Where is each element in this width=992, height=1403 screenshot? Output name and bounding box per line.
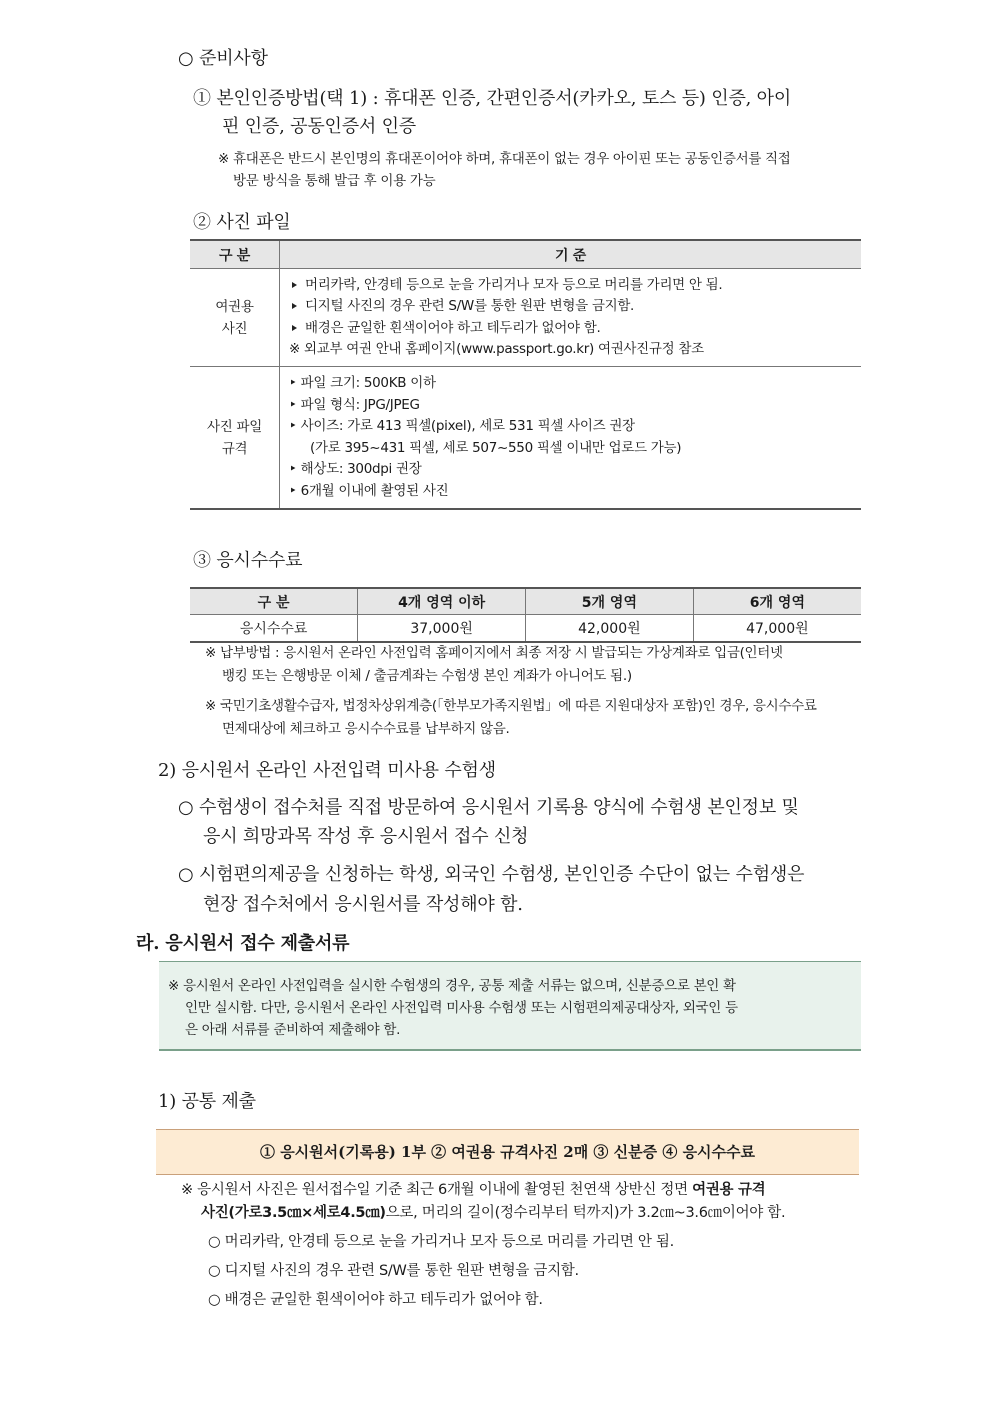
table-cell-criteria [280,367,862,510]
triangle-bullet-icon [292,303,297,309]
criteria-line: (가로 395~431 픽셀, 세로 507~550 픽셀 이내만 업로드 가능) [310,439,682,456]
triangle-bullet-icon [292,282,297,288]
photo-file-title: ② 사진 파일 [193,212,291,233]
photo-rule-emphasis: 사진(가로3.5㎝×세로4.5㎝) [201,1205,386,1221]
criteria-line: 디지털 사진의 경우 관련 S/W를 통한 원판 변형을 금지함. [305,298,635,314]
table-cell-category [190,269,280,367]
section-ra-title: 라. 응시원서 접수 제출서류 [136,933,350,954]
table-header-category: 구 분 [190,240,280,269]
category-label: 사진 파일 [207,418,262,435]
photo-rule-text: ※ 응시원서 사진은 원서접수일 기준 최근 6개월 이내에 촬영된 천연색 상반신 정면 [181,1182,693,1198]
criteria-line: ‣ 파일 크기: 500KB 이하 [289,375,436,391]
fee-header: 4개 영역 이하 [358,588,526,615]
fee-note2-line1: ※ 국민기초생활수급자, 법정차상위계층(「한부모가족지원법」에 따른 지원대상자 포함)인 경우, 응시수수료 [205,698,817,714]
criteria-line: ‣ 6개월 이내에 촬영된 사진 [289,482,449,499]
fee-note1-line1: ※ 납부방법 : 응시원서 온라인 사전입력 홈페이지에서 최종 저장 시 발급되는 가상계좌로 입금(인터넷 [205,645,783,661]
notice-line1: ※ 응시원서 온라인 사전입력을 실시한 수험생의 경우, 공통 제출 서류는 없으며, 신분증으로 본인 확 [168,978,736,994]
section2-bullet1-line1: ○ 수험생이 접수처를 직접 방문하여 응시원서 기록용 양식에 수험생 본인정보 및 [178,797,799,818]
fee-note2-line2: 면제대상에 체크하고 응시수수료를 납부하지 않음. [222,721,510,737]
photo-rule-line2 [201,1201,785,1222]
table-header-criteria: 기 준 [280,240,862,269]
notice-line2: 인만 실시함. 다만, 응시원서 온라인 사전입력 미사용 수험생 또는 시험편의제공대상자, 외국인 등 [185,1000,738,1016]
fee-note1-line2: 뱅킹 또는 은행방문 이체 / 출금계좌는 수험생 본인 계좌가 아니어도 됨.) [222,668,632,684]
criteria-line: ‣ 파일 형식: JPG/JPEG [289,396,420,413]
fee-header: 구 분 [190,588,358,615]
criteria-note: ※ 외교부 여권 안내 홈페이지(www.passport.go.kr) 여권사진규정 참조 [289,341,704,357]
common-submission-title: 1) 공통 제출 [158,1091,256,1112]
exam-fee-title: ③ 응시수수료 [193,550,303,571]
photo-sub-bullet: ○ 배경은 균일한 흰색이어야 하고 테두리가 없어야 함. [208,1292,543,1308]
auth-note-line1: ※ 휴대폰은 반드시 본인명의 휴대폰이어야 하며, 휴대폰이 없는 경우 아이핀 또는 공동인증서를 직접 [218,151,791,167]
criteria-line: ‣ 사이즈: 가로 413 픽셀(pixel), 세로 531 픽셀 사이즈 권장 [289,418,635,434]
auth-method-line2: 핀 인증, 공동인증서 인증 [222,116,416,137]
notice-line3: 은 아래 서류를 준비하여 제출해야 함. [185,1022,401,1038]
section2-bullet2-line2: 현장 접수처에서 응시원서를 작성해야 함. [203,894,523,915]
photo-sub-bullet: ○ 디지털 사진의 경우 관련 S/W를 통한 원판 변형을 금지함. [208,1263,579,1279]
criteria-line: 배경은 균일한 흰색이어야 하고 테두리가 없어야 함. [305,319,601,336]
section2-bullet2-line1: ○ 시험편의제공을 신청하는 학생, 외국인 수험생, 본인인증 수단이 없는 수험생은 [178,864,805,885]
fee-header: 6개 영역 [693,588,861,615]
section2-bullet1-line2: 응시 희망과목 작성 후 응시원서 접수 신청 [203,826,529,847]
photo-spec-table [190,239,861,510]
fee-cell: 47,000원 [693,615,861,643]
required-documents-text: ① 응시원서(기록용) 1부 ② 여권용 규격사진 2매 ③ 신분증 ④ 응시수수료 [259,1143,756,1161]
photo-rule-emphasis: 여권용 규격 [692,1182,766,1198]
table-row [190,269,861,367]
auth-method-line1: ① 본인인증방법(택 1) : 휴대폰 인증, 간편인증서(카카오, 토스 등) 인증, 아이 [193,88,792,109]
photo-rule-text: 으로, 머리의 길이(정수리부터 턱까지)가 3.2㎝~3.6㎝이어야 함. [385,1205,786,1221]
table-row [190,367,861,510]
fee-cell: 응시수수료 [190,615,358,643]
criteria-line: ‣ 해상도: 300dpi 권장 [289,461,422,477]
fee-cell: 42,000원 [526,615,694,643]
table-row [190,615,861,643]
section2-title: 2) 응시원서 온라인 사전입력 미사용 수험생 [158,760,496,781]
exam-fee-table [190,587,861,643]
auth-note-line2: 방문 방식을 통해 발급 후 이용 가능 [233,173,436,189]
fee-cell: 37,000원 [358,615,526,643]
category-label: 사진 [221,320,248,337]
prep-heading: ○ 준비사항 [178,48,268,69]
table-cell-category [190,367,280,510]
fee-header: 5개 영역 [526,588,694,615]
criteria-line: 머리카락, 안경테 등으로 눈을 가리거나 모자 등으로 머리를 가리면 안 됨. [305,276,723,293]
photo-rule-line1 [181,1178,765,1199]
photo-sub-bullet: ○ 머리카락, 안경테 등으로 눈을 가리거나 모자 등으로 머리를 가리면 안 됨. [208,1234,674,1250]
category-label: 여권용 [215,298,254,315]
table-cell-criteria [280,269,862,367]
triangle-bullet-icon [292,325,297,331]
category-label: 규격 [221,440,248,457]
